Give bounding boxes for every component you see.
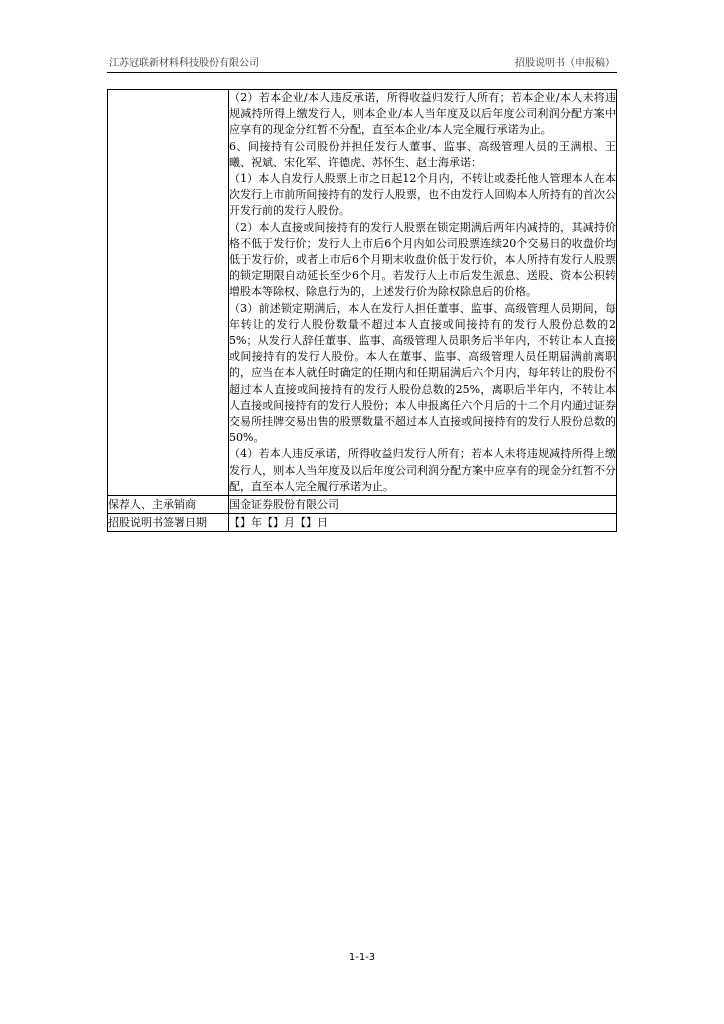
sponsor-value: 国金证券股份有限公司 bbox=[229, 496, 617, 514]
sponsor-label: 保荐人、主承销商 bbox=[108, 496, 229, 514]
commitment-label-cell bbox=[108, 90, 229, 496]
document-title: 招股说明书（申报稿） bbox=[515, 58, 615, 69]
commitment-row bbox=[108, 90, 617, 496]
commitment-paragraph: （4）若本人违反承诺，所得收益归发行人所有；若本人未将违规减持所得上缴发行人，则本人当年度及以后年度公司利润分配方案中应享有的现金分红暂不分配，直至本人完全履行承诺为止。 bbox=[229, 447, 616, 493]
commitment-paragraph: 6、间接持有公司股份并担任发行人董事、监事、高级管理人员的王满根、王曦、祝斌、宋化军、许德虎、苏怀生、赵士海承诺： bbox=[229, 139, 616, 169]
commitment-paragraph: （1）本人自发行人股票上市之日起12个月内，不转让或委托他人管理本人在本次发行上市前所间接持有的发行人股票，也不由发行人回购本人所持有的首次公开发行前的发行人股份。 bbox=[229, 172, 616, 218]
prospectus-summary-table bbox=[107, 89, 617, 532]
commitment-paragraph: （3）前述锁定期满后，本人在发行人担任董事、监事、高级管理人员期间，每年转让的发行人股份数量不超过本人直接或间接持有的发行人股份总数的25%；从发行人辞任董事、监事、高级管理人员职务后半年内，不转让本人直接或间接持有的发行人股份。本人在董事、监事、高级管理人员任期届满前离职的，应当在本人就任时确定的任期内和任期届满后六个月内，每年转让的股份不超过本人直接或间接持有的发行人股份总数的25%，离职后半年内，不转让本人直接或间接持有的发行人股份；本人申报离任六个月后的十二个月内通过证券交易所挂牌交易出售的股票数量不超过本人直接或间接持有的发行人股份总数的50%。 bbox=[229, 301, 616, 445]
page-number: 1-1-3 bbox=[348, 952, 376, 963]
page-header bbox=[107, 50, 617, 73]
sponsor-row bbox=[108, 496, 617, 514]
company-name: 江苏冠联新材料科技股份有限公司 bbox=[109, 58, 259, 69]
commitment-content-cell bbox=[229, 90, 617, 496]
commitment-paragraph: （2）本人直接或间接持有的发行人股票在锁定期满后两年内减持的，其减持价格不低于发行价；发行人上市后6个月内如公司股票连续20个交易日的收盘价均低于发行价，或者上市后6个月期末收盘价低于发行价，本人所持有发行人股票的锁定期限自动延长至少6个月。若发行人上市后发生派息、送股、资本公积转增股本等除权、除息行为的，上述发行价为除权除息后的价格。 bbox=[229, 220, 616, 299]
commitment-paragraph: （2）若本企业/本人违反承诺，所得收益归发行人所有；若本企业/本人未将违规减持所得上缴发行人，则本企业/本人当年度及以后年度公司利润分配方案中应享有的现金分红暂不分配，直至本企业/本人完全履行承诺为止。 bbox=[229, 91, 616, 137]
signing-date-row bbox=[108, 514, 617, 532]
signing-date-label: 招股说明书签署日期 bbox=[108, 514, 229, 532]
signing-date-value: 【】年【】月【】日 bbox=[229, 514, 617, 532]
